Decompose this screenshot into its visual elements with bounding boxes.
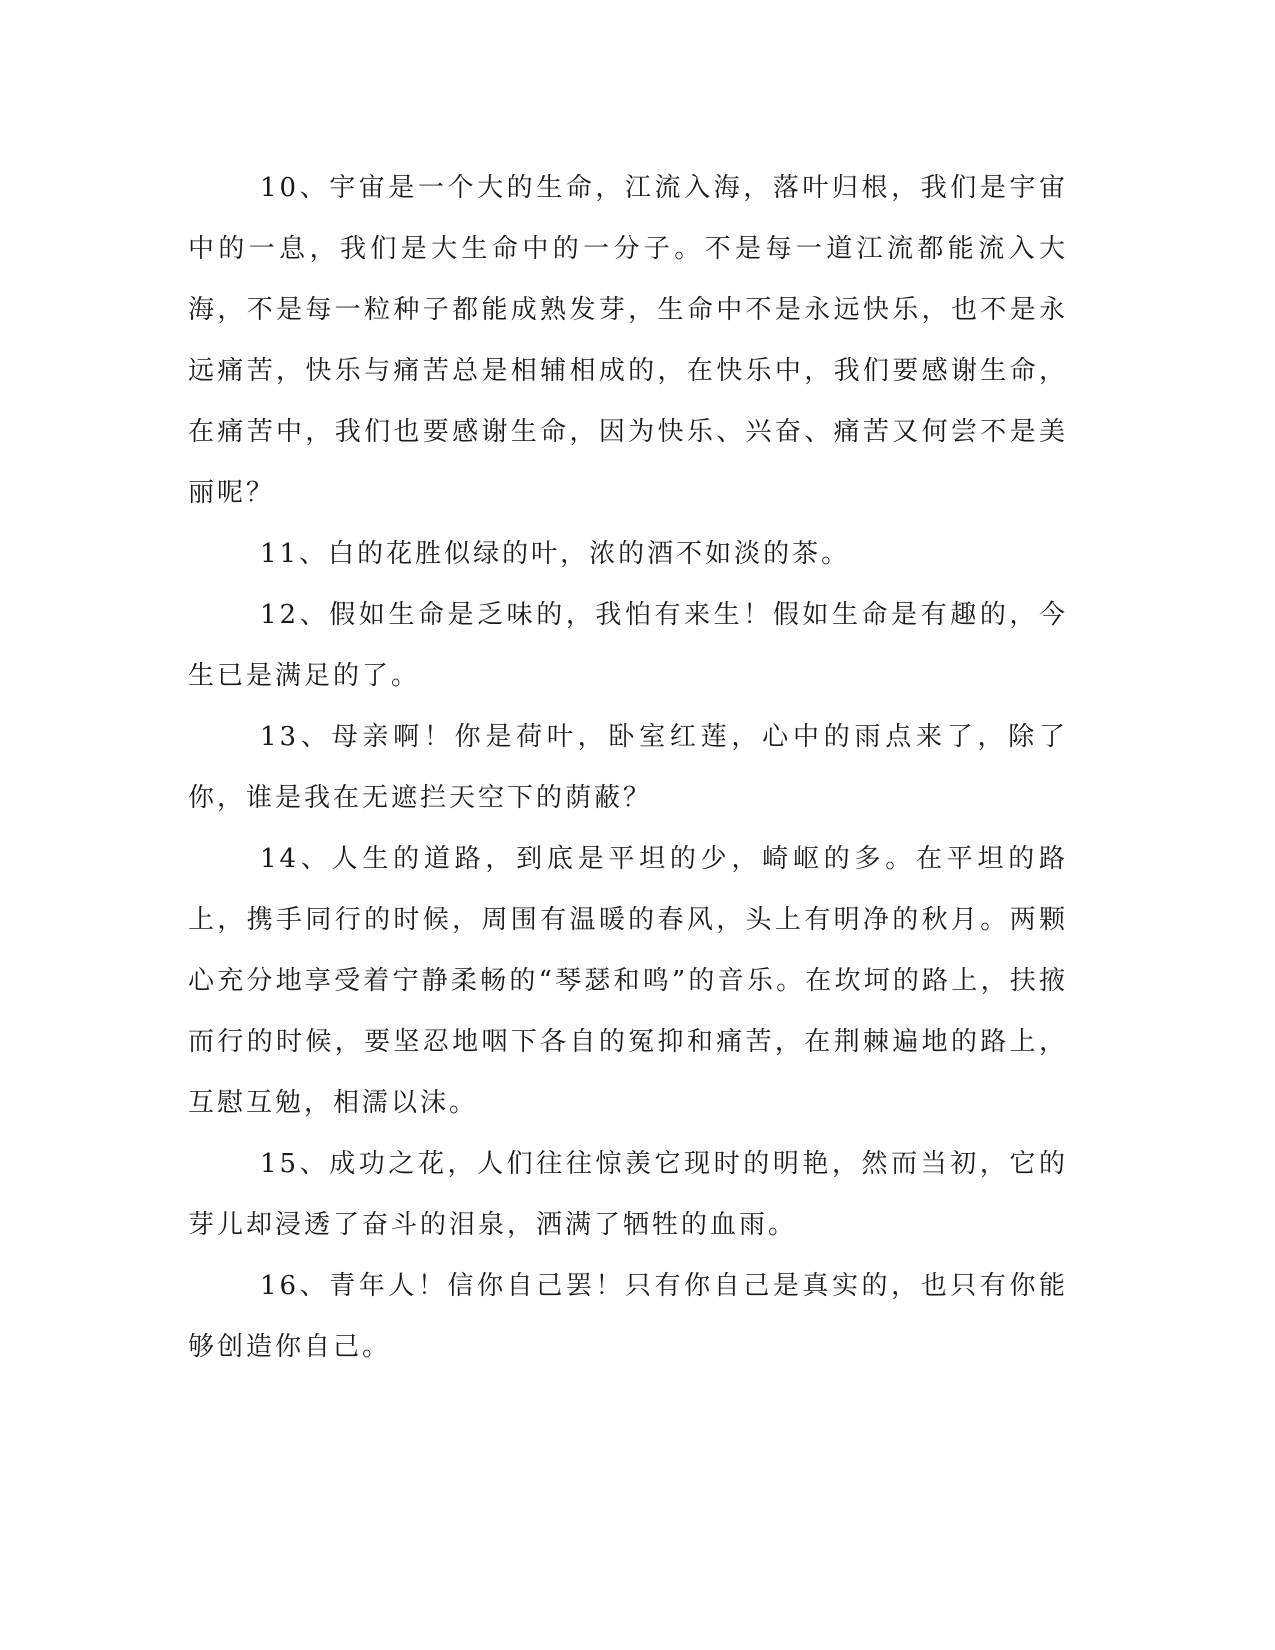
document-body [188, 158, 1068, 1378]
paragraph-10: 10、宇宙是一个大的生命，江流入海，落叶归根，我们是宇宙中的一息，我们是大生命中的一分子。不是每一道江流都能流入大海，不是每一粒种子都能成熟发芽，生命中不是永远快乐，也不是永远痛苦，快乐与痛苦总是相辅相成的，在快乐中，我们要感谢生命，在痛苦中，我们也要感谢生命，因为快乐、兴奋、痛苦又何尝不是美丽呢？ [188, 173, 1068, 508]
paragraph-15: 15、成功之花，人们往往惊羡它现时的明艳，然而当初，它的芽儿却浸透了奋斗的泪泉，洒满了牺牲的血雨。 [188, 1149, 1068, 1240]
paragraph-14: 14、人生的道路，到底是平坦的少，崎岖的多。在平坦的路上，携手同行的时候，周围有温暖的春风，头上有明净的秋月。两颗心充分地享受着宁静柔畅的“琴瑟和鸣”的音乐。在坎坷的路上，扶掖而行的时候，要坚忍地咽下各自的冤抑和痛苦，在荆棘遍地的路上，互慰互勉，相濡以沫。 [188, 844, 1068, 1118]
paragraph-12: 12、假如生命是乏味的，我怕有来生！假如生命是有趣的，今生已是满足的了。 [188, 600, 1068, 691]
paragraph-16: 16、青年人！信你自己罢！只有你自己是真实的，也只有你能够创造你自己。 [188, 1271, 1068, 1362]
paragraph-13: 13、母亲啊！你是荷叶，卧室红莲，心中的雨点来了，除了你，谁是我在无遮拦天空下的荫蔽？ [188, 722, 1068, 813]
paragraph-11: 11、白的花胜似绿的叶，浓的酒不如淡的茶。 [260, 539, 851, 569]
